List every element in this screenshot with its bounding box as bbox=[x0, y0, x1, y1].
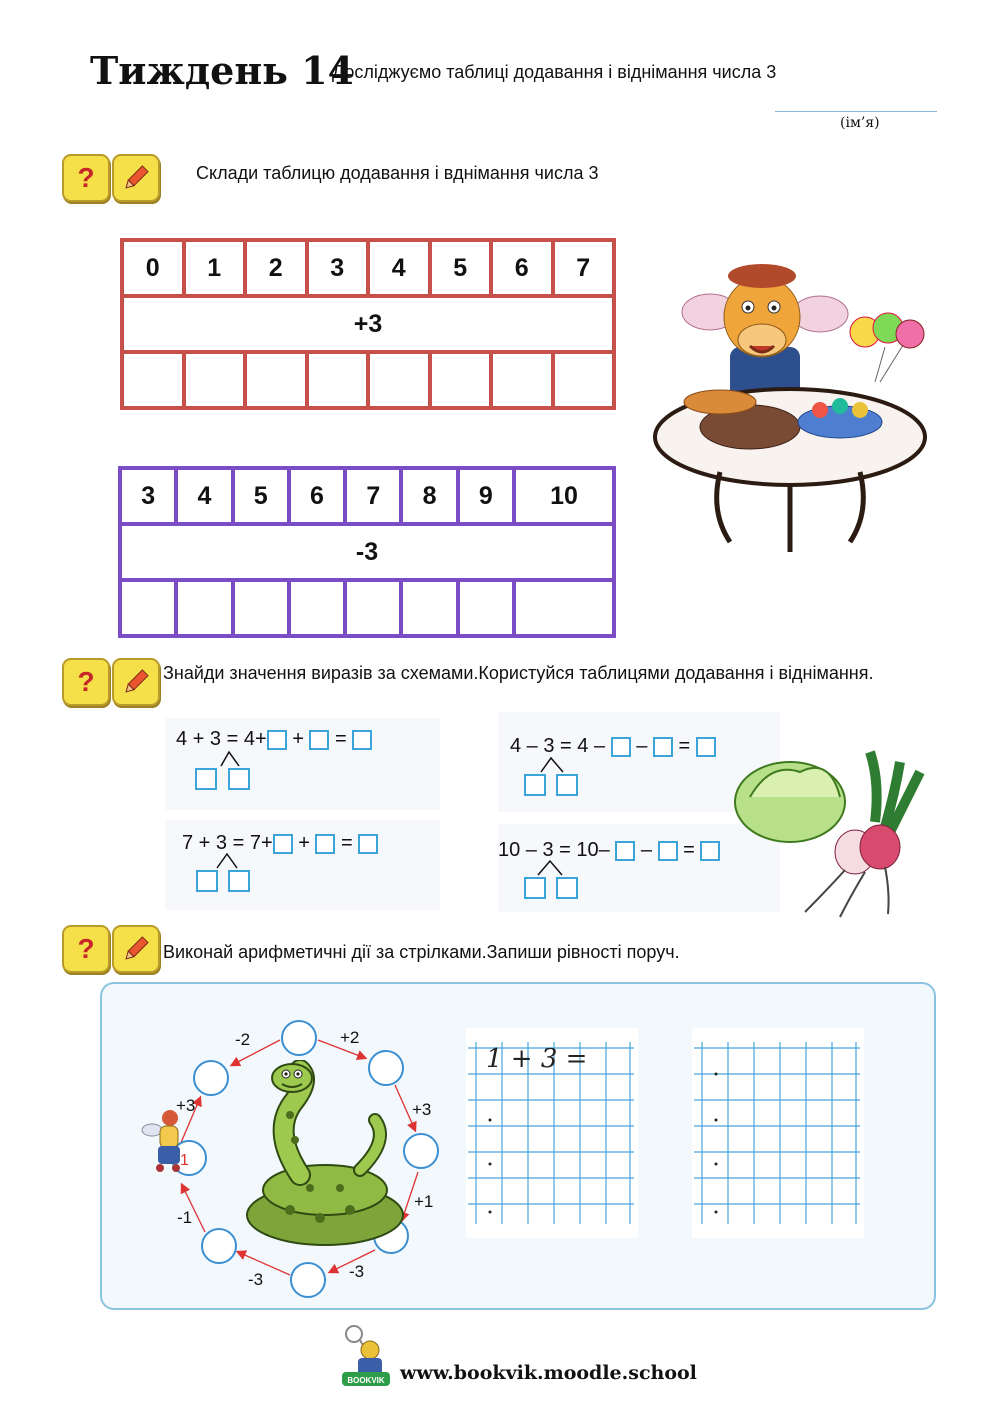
lollipops-icon bbox=[850, 313, 924, 382]
ring-circle[interactable] bbox=[201, 1228, 237, 1264]
split-box[interactable] bbox=[556, 877, 578, 899]
split-box[interactable] bbox=[196, 870, 218, 892]
arrow-label: +3 bbox=[412, 1100, 432, 1119]
pencil-icon bbox=[112, 154, 160, 202]
add-answer-cell[interactable] bbox=[553, 352, 615, 408]
add-number: 1 bbox=[184, 240, 246, 296]
horse-icon bbox=[650, 262, 930, 562]
split-lines-icon bbox=[205, 750, 255, 768]
split-box[interactable] bbox=[524, 877, 546, 899]
example-equation: 1 + 3 = bbox=[486, 1044, 588, 1074]
expression-lhs: 4 + 3 = bbox=[176, 728, 239, 750]
question-icon: ? bbox=[62, 154, 110, 202]
answer-box[interactable] bbox=[315, 834, 335, 854]
add-number: 6 bbox=[491, 240, 553, 296]
expression-lhs: 10 – 3 = bbox=[498, 839, 571, 861]
expression-rhs: 10– bbox=[576, 839, 610, 861]
page-title: Тиждень 14 bbox=[90, 48, 355, 93]
answer-box[interactable] bbox=[615, 841, 635, 861]
name-caption: (ім’я) bbox=[840, 115, 880, 131]
writing-grid[interactable] bbox=[692, 1028, 864, 1238]
answer-box[interactable] bbox=[273, 834, 293, 854]
answer-box[interactable] bbox=[658, 841, 678, 861]
expression-lhs: 7 + 3 = bbox=[182, 832, 245, 854]
split-box[interactable] bbox=[556, 774, 578, 796]
split-box[interactable] bbox=[228, 768, 250, 790]
split-lines-icon bbox=[530, 859, 580, 877]
add-answer-cell[interactable] bbox=[368, 352, 430, 408]
sub-number: 10 bbox=[514, 468, 614, 524]
name-field[interactable] bbox=[775, 111, 937, 112]
answer-box[interactable] bbox=[267, 730, 287, 750]
add-answer-cell[interactable] bbox=[491, 352, 553, 408]
expression-rhs: 4 – bbox=[577, 735, 606, 757]
add-number: 5 bbox=[430, 240, 492, 296]
question-icon: ? bbox=[62, 925, 110, 973]
arrow-label: -1 bbox=[177, 1208, 193, 1227]
add-number: 4 bbox=[368, 240, 430, 296]
expression-rhs: 4+ bbox=[243, 728, 267, 750]
add-operation: +3 bbox=[122, 296, 614, 352]
split-box[interactable] bbox=[228, 870, 250, 892]
add-answer-cell[interactable] bbox=[245, 352, 307, 408]
expression-rhs: 7+ bbox=[249, 832, 273, 854]
svg-text:BOOKVIK: BOOKVIK bbox=[347, 1376, 385, 1385]
answer-box[interactable] bbox=[700, 841, 720, 861]
arrow-label: +2 bbox=[340, 1028, 360, 1047]
split-lines-icon bbox=[535, 756, 585, 774]
expression bbox=[510, 735, 716, 758]
sub-number: 3 bbox=[120, 468, 176, 524]
sub-answer-cell[interactable] bbox=[176, 580, 232, 636]
pencil-icon bbox=[112, 658, 160, 706]
sub-answer-cell[interactable] bbox=[458, 580, 514, 636]
sub-answer-cell[interactable] bbox=[514, 580, 614, 636]
answer-box[interactable] bbox=[358, 834, 378, 854]
sub-answer-cell[interactable] bbox=[289, 580, 345, 636]
expression-eq: = bbox=[678, 735, 691, 757]
sub-number: 8 bbox=[401, 468, 457, 524]
add-number: 0 bbox=[122, 240, 184, 296]
sub-answer-cell[interactable] bbox=[233, 580, 289, 636]
add-answer-cell[interactable] bbox=[184, 352, 246, 408]
sub-number: 9 bbox=[458, 468, 514, 524]
sub-operation: -3 bbox=[120, 524, 614, 580]
arrow-label: -2 bbox=[235, 1030, 251, 1049]
arrow-label: -3 bbox=[349, 1262, 365, 1281]
arrow-label: -3 bbox=[248, 1270, 264, 1289]
subtraction-table bbox=[118, 466, 616, 638]
split-box[interactable] bbox=[524, 774, 546, 796]
arrow-label: +3 bbox=[176, 1096, 196, 1115]
ring-circle[interactable] bbox=[290, 1262, 326, 1298]
answer-box[interactable] bbox=[309, 730, 329, 750]
expression-op: – bbox=[636, 735, 648, 757]
sub-number: 4 bbox=[176, 468, 232, 524]
answer-box[interactable] bbox=[653, 737, 673, 757]
add-number: 2 bbox=[245, 240, 307, 296]
sub-number: 6 bbox=[289, 468, 345, 524]
task2-instruction: Знайди значення виразів за схемами.Користуйся таблицями додавання і віднімання. bbox=[163, 663, 874, 683]
task3-instruction: Виконай арифметичні дії за стрілками.Запиши рівності поруч. bbox=[163, 942, 680, 962]
arrow-label: +1 bbox=[414, 1192, 434, 1211]
expression-eq: = bbox=[335, 728, 347, 750]
sub-number: 7 bbox=[345, 468, 401, 524]
sub-answer-cell[interactable] bbox=[401, 580, 457, 636]
expression-op: + bbox=[292, 728, 304, 750]
answer-box[interactable] bbox=[696, 737, 716, 757]
ring-circle[interactable] bbox=[193, 1060, 229, 1096]
grid-lines bbox=[692, 1028, 864, 1238]
expression-op: + bbox=[298, 832, 310, 854]
task1-instruction: Склади таблицю додавання і вднімання числа 3 bbox=[196, 163, 599, 183]
question-icon: ? bbox=[62, 658, 110, 706]
ring-circle[interactable] bbox=[281, 1020, 317, 1056]
add-answer-cell[interactable] bbox=[307, 352, 369, 408]
expression bbox=[176, 728, 372, 751]
split-box[interactable] bbox=[195, 768, 217, 790]
vegetables-icon bbox=[730, 742, 945, 922]
footer-url[interactable]: www.bookvik.moodle.school bbox=[400, 1362, 697, 1384]
add-answer-cell[interactable] bbox=[122, 352, 184, 408]
bookvik-logo-icon bbox=[336, 1324, 396, 1390]
sub-number: 5 bbox=[233, 468, 289, 524]
expression-eq: = bbox=[683, 839, 695, 861]
snake-icon bbox=[240, 1060, 420, 1250]
answer-box[interactable] bbox=[352, 730, 372, 750]
add-answer-cell[interactable] bbox=[430, 352, 492, 408]
pencil-icon bbox=[112, 925, 160, 973]
add-number: 3 bbox=[307, 240, 369, 296]
expression-eq: = bbox=[341, 832, 353, 854]
answer-box[interactable] bbox=[611, 737, 631, 757]
sub-answer-cell[interactable] bbox=[120, 580, 176, 636]
page-subtitle: Досліджуємо таблиці додавання і віднімання числа 3 bbox=[332, 62, 777, 82]
add-number: 7 bbox=[553, 240, 615, 296]
addition-table bbox=[120, 238, 616, 410]
expression-lhs: 4 – 3 = bbox=[510, 735, 572, 757]
expression-op: – bbox=[640, 839, 653, 861]
sub-answer-cell[interactable] bbox=[345, 580, 401, 636]
bug-icon bbox=[140, 1108, 186, 1174]
split-lines-icon bbox=[205, 852, 255, 870]
start-value: 1 bbox=[180, 1152, 189, 1169]
